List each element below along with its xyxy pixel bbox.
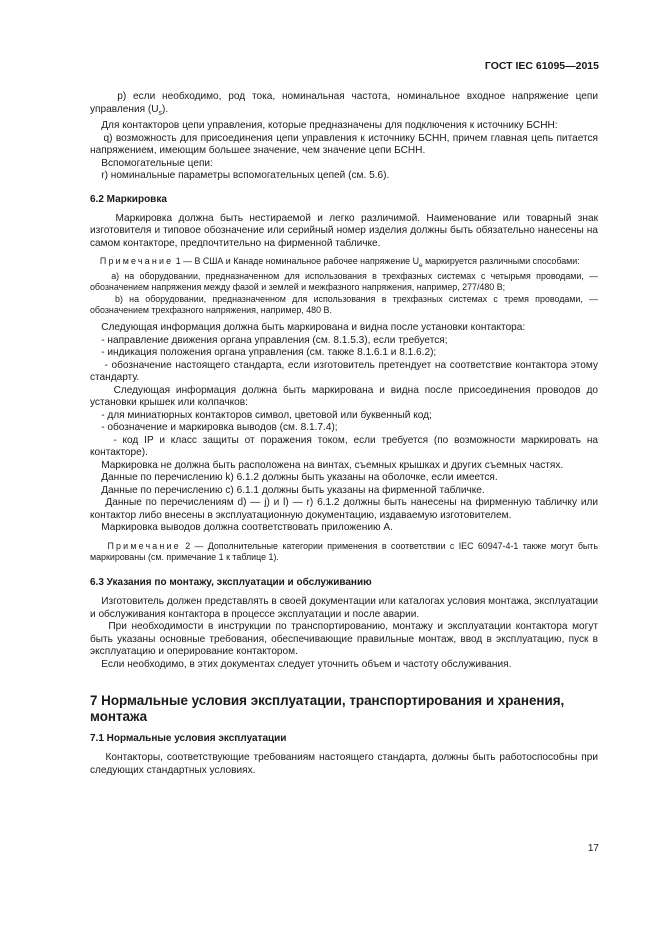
install-p2: При необходимости в инструкции по транспортированию, монтажу и эксплуатации контактора могут быть указаны основные требования, обеспечивающие правильные монтаж, ввод в эксплуатацию, пуск в эксплуатацию и оперирование контактором.	[90, 621, 598, 658]
marking-k: Данные по перечислению k) 6.1.2 должны быть указаны на оболочке, если имеется.	[101, 472, 498, 484]
section-7-title: 7 Нормальные условия эксплуатации, транспортирования и хранения, монтажа	[90, 693, 565, 725]
conditions-p1: Контакторы, соответствующие требованиям настоящего стандарта, должны быть работоспособны при следующих стандартных условиях.	[90, 752, 598, 776]
marking-c: Данные по перечислению с) 6.1.1 должны быть указаны на фирменной табличке.	[101, 484, 485, 496]
after-wiring-item: - для миниатюрных контакторов символ, цветовой или буквенный код;	[101, 409, 432, 421]
note-1-a: a) на оборудовании, предназначенном для использования в трехфазных системах с четырьмя проводами, — обозначением напряжения между фазой и землей и межфазного напряжения, например, 277/480 В;	[90, 271, 598, 293]
after-install-item: - обозначение настоящего стандарта, если изготовитель претендует на соответствие контактора этому стандарту.	[90, 359, 598, 384]
after-install-item: - направление движения органа управления (см. 8.1.5.3), если требуется;	[101, 334, 448, 346]
item-r: r) номинальные параметры вспомогательных цепей (см. 5.6).	[101, 170, 390, 182]
page-header: ГОСТ IEC 61095—2015	[484, 60, 599, 72]
marking-terminals: Маркировка выводов должна соответствовать приложению А.	[101, 522, 393, 534]
item-q: q) возможность для присоединения цепи управления к источнику БСНН, причем главная цепь питается напряжением, имеющим большее значение, чем значение цепи БСНН.	[90, 132, 598, 157]
install-p1: Изготовитель должен представлять в своей документации или каталогах условия монтажа, эксплуатации и обслуживания контактора в процессе эксплуатации и после аварии.	[90, 596, 598, 620]
section-7-1-title: 7.1 Нормальные условия эксплуатации	[90, 733, 287, 745]
after-wiring-item: - код IP и класс защиты от поражения током, если требуется (по возможности маркировать на контакторе).	[90, 434, 599, 459]
note-1: Примечание 1 — В США и Канаде номинальное рабочее напряжение $U_e$ маркируется различными способами:	[99, 256, 580, 269]
install-p3: Если необходимо, в этих документах следует уточнить объем и частоту обслуживания.	[101, 658, 512, 670]
note-2: Примечание 2 — Дополнительные категории применения в соответствии с IEC 60947-4-1 также могут быть маркированы (см. примечание 1 к таблице 1).	[90, 540, 598, 563]
page-content	[90, 91, 598, 777]
marking-dj: Данные по перечислениям d) — j) и l) — r) 6.1.2 должны быть нанесены на фирменную табличку или контактор либо внесены в эксплуатационную документацию, издаваемую изготовителем.	[90, 497, 598, 521]
after-wiring-item: - обозначение и маркировка выводов (см. 8.1.7.4);	[101, 422, 338, 434]
section-6-2-title: 6.2 Маркировка	[90, 193, 167, 205]
after-wiring-intro: Следующая информация должна быть маркирована и видна после присоединения проводов до установки крышек или колпачков:	[90, 384, 599, 409]
marking-screws: Маркировка не должна быть расположена на винтах, съемных крышках и других съемных частях.	[101, 459, 564, 471]
section-6-3-title: 6.3 Указания по монтажу, эксплуатации и обслуживанию	[90, 577, 372, 589]
marking-p1: Маркировка должна быть нестираемой и легко различимой. Наименование или товарный знак изготовителя и типовое обозначение или серийный номер изделия должны быть обязательно нанесены на самом контакторе, предпочтительно на фирменной табличке.	[90, 212, 598, 249]
after-install-item: - индикация положения органа управления (см. также 8.1.6.1 и 8.1.6.2);	[101, 347, 437, 359]
ctrl-intro: Для контакторов цепи управления, которые предназначены для подключения к источнику БСНН:	[101, 120, 558, 132]
item-p: p) если необходимо, род тока, номинальная частота, номинальное входное напряжение цепи управления $(U_s)$.	[90, 91, 598, 117]
note-1-b: b) на оборудовании, предназначенном для использования в трехфазных системах с тремя проводами, — обозначением трехфазного напряжения, например, 480 В.	[90, 293, 598, 315]
after-install-intro: Следующая информация должна быть маркирована и видна после установки контактора:	[101, 322, 526, 334]
page-number: 17	[587, 843, 599, 854]
aux-intro: Вспомогательные цепи:	[101, 157, 213, 169]
